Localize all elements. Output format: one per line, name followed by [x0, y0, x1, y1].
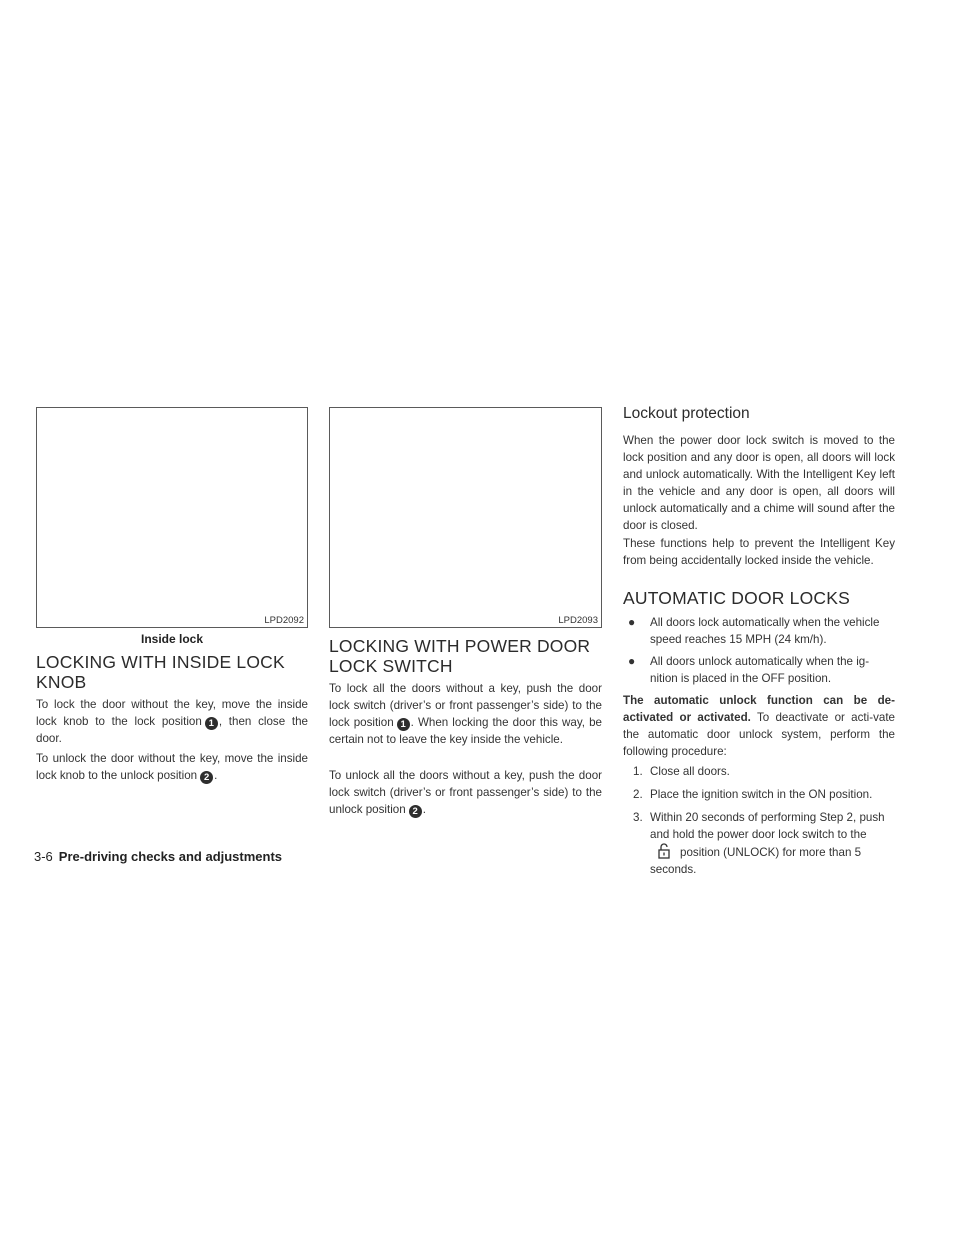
- callout-number: 2: [200, 771, 213, 784]
- section-heading: [36, 652, 308, 692]
- section-heading: AUTOMATIC DOOR LOCKS: [623, 588, 850, 608]
- bullet-icon: ●: [628, 615, 636, 629]
- step-number: 1.: [633, 765, 643, 778]
- bold-lead: The automatic unlock function can be de-activated or activated.: [623, 694, 895, 724]
- step-text: [650, 809, 895, 878]
- heading-line: LOCKING WITH INSIDE LOCK: [36, 652, 285, 672]
- text: .: [214, 769, 218, 782]
- figure-inside-lock: [36, 407, 308, 628]
- text: Within 20 seconds of performing Step 2, push and hold the power door lock switch to the: [650, 811, 885, 841]
- callout-number: 1: [397, 718, 410, 731]
- heading-line: LOCKING WITH POWER DOOR: [329, 636, 591, 656]
- list-item: [628, 653, 895, 687]
- text: To lock the door without the key, move the inside lock knob to the lock position: [36, 698, 308, 728]
- step-text: Place the ignition switch in the ON position.: [650, 788, 873, 801]
- step-number: 2.: [633, 788, 643, 801]
- figure-power-lock-switch: [329, 407, 602, 628]
- step-number: 3.: [633, 811, 643, 824]
- text: position (UNLOCK) for more than 5 seconds.: [650, 846, 862, 876]
- paragraph: [329, 680, 602, 748]
- page-number: 3-6: [34, 849, 53, 864]
- paragraph: [36, 750, 308, 784]
- heading-line: LOCK SWITCH: [329, 656, 453, 676]
- step-item: [633, 763, 895, 780]
- figure-caption: Inside lock: [140, 632, 204, 646]
- text: . When locking the door this way, be certain not to leave the key inside the vehicle.: [329, 716, 602, 746]
- paragraph: These functions help to prevent the Intelligent Key from being accidentally locked inside the vehicle.: [623, 537, 895, 567]
- sub-heading: Lockout protection: [623, 405, 750, 422]
- heading-line: KNOB: [36, 672, 87, 692]
- text: To unlock the door without the key, move the inside lock knob to the unlock position: [36, 752, 308, 782]
- list-item-text: All doors lock automatically when the vehicle speed reaches 15 MPH (24 km/h).: [650, 616, 880, 646]
- callout-number: 1: [205, 717, 218, 730]
- unlock-icon: [656, 843, 672, 859]
- paragraph: [329, 767, 602, 818]
- step-item: [633, 786, 895, 803]
- paragraph: When the power door lock switch is moved to the lock position and any door is open, all doors will lock and unlock automatically. With the Intelligent Key left in the vehicle and any door is open, all doors will unlock automatically and a chime will sound after the door is closed.: [623, 434, 895, 532]
- figure-code: LPD2093: [558, 615, 598, 626]
- page-footer: [34, 849, 282, 864]
- text: , then close the door.: [36, 715, 308, 745]
- paragraph: [623, 692, 895, 760]
- figure-code: LPD2092: [264, 615, 304, 626]
- section-heading: [329, 636, 602, 676]
- text: To deactivate or acti-vate the automatic door unlock system, perform the following procedure:: [623, 711, 895, 758]
- callout-number: 2: [409, 805, 422, 818]
- text: To lock all the doors without a key, push the door lock switch (driver’s or front passenger’s side) to the lock position: [329, 682, 602, 729]
- text: .: [422, 803, 426, 816]
- list-item: [628, 614, 895, 648]
- bullet-icon: ●: [628, 654, 636, 668]
- step-item: [633, 809, 895, 876]
- text: To unlock all the doors without a key, push the door lock switch (driver’s or front passenger’s side) to the unlock position: [329, 769, 602, 816]
- section-title: Pre-driving checks and adjustments: [58, 849, 283, 864]
- step-text: Close all doors.: [650, 765, 730, 778]
- paragraph: [36, 696, 308, 747]
- list-item-text: All doors unlock automatically when the ig-nition is placed in the OFF position.: [650, 655, 870, 685]
